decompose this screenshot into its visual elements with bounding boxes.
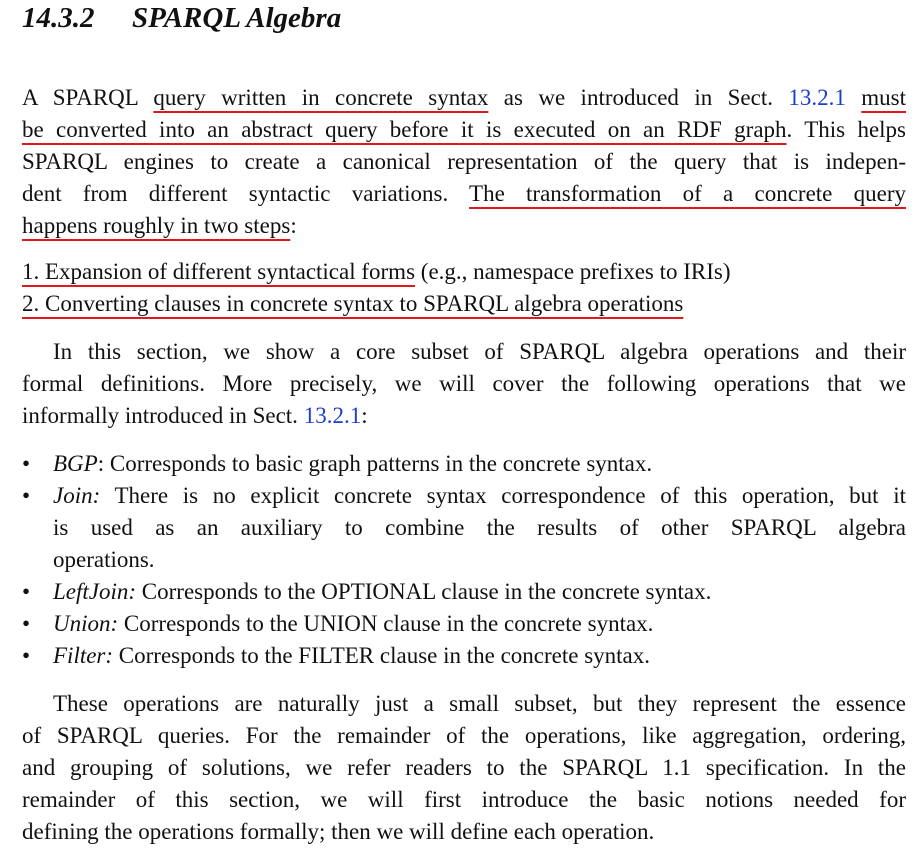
para3-line4: remainder of this section, we will first introduce the basic notions needed for: [22, 787, 906, 812]
text-run: informally introduced in Sect.: [22, 403, 304, 428]
para2-line3: [22, 400, 906, 432]
text-run: :: [290, 213, 297, 238]
step-number: 1.: [22, 259, 45, 284]
operation-name: LeftJoin:: [53, 579, 137, 604]
section-heading: [22, 2, 341, 35]
operation-name: Union:: [53, 611, 119, 636]
section-title: SPARQL Algebra: [132, 2, 342, 34]
text-run: A SPARQL: [22, 85, 154, 110]
operation-name: Filter:: [53, 643, 114, 668]
highlighted-text: [22, 291, 683, 316]
highlighted-text: query written in concrete syntax: [153, 85, 489, 110]
para1-line4: [22, 178, 906, 210]
highlighted-text: [22, 259, 415, 284]
bullet-icon: •: [22, 451, 31, 476]
operation-description: : Corresponds to basic graph patterns in the concrete syntax.: [97, 451, 653, 476]
step-text: Converting clauses in concrete syntax to SPARQL algebra operations: [45, 291, 684, 316]
list-item-bgp: [22, 448, 906, 480]
operation-description: Corresponds to the OPTIONAL clause in the concrete syntax.: [136, 579, 712, 604]
step-text: Expansion of different syntactical forms: [45, 259, 416, 284]
step-text-rest: (e.g., namespace prefixes to IRIs): [415, 259, 731, 284]
text-run: . This helps: [786, 117, 906, 142]
operation-description: operations.: [53, 547, 155, 572]
text-run: dent from different syntactic variations.: [22, 181, 470, 206]
step-number: 2.: [22, 291, 45, 316]
highlighted-text: be converted into an abstract query before it is executed on an RDF graph: [22, 117, 787, 142]
section-link[interactable]: 13.2.1: [788, 85, 846, 110]
text-run: :: [361, 403, 368, 428]
list-item-join-cont2: [22, 544, 906, 576]
section-link[interactable]: 13.2.1: [303, 403, 362, 428]
highlighted-text: must: [861, 85, 907, 110]
text-run: as we introduced in Sect.: [488, 85, 789, 110]
bullet-icon: •: [22, 643, 31, 668]
para3-line1: These operations are naturally just a small subset, but they represent the essence: [53, 691, 906, 716]
operation-name: BGP: [53, 451, 98, 476]
para3-line5: defining the operations formally; then we will define each operation.: [22, 819, 655, 844]
para3-line3: and grouping of solutions, we refer readers to the SPARQL 1.1 specification. In the: [22, 755, 906, 780]
bullet-icon: •: [22, 483, 31, 508]
text-run: [846, 85, 861, 110]
operation-description: There is no explicit concrete syntax correspondence of this operation, but it: [100, 483, 906, 508]
para2-line1: In this section, we show a core subset of SPARQL algebra operations and their: [53, 339, 906, 364]
list-item-join-cont1: [22, 512, 906, 544]
step-item-2: [22, 288, 906, 320]
list-item-union: [22, 608, 906, 640]
section-number: 14.3.2: [22, 2, 95, 34]
para1-line5: [22, 210, 906, 242]
highlighted-text: The transformation of a concrete query: [469, 181, 906, 206]
operation-description: is used as an auxiliary to combine the results of other SPARQL algebra: [53, 515, 906, 540]
highlighted-text: happens roughly in two steps: [22, 213, 291, 238]
operation-description: Corresponds to the FILTER clause in the concrete syntax.: [113, 643, 651, 668]
para1-line3: SPARQL engines to create a canonical representation of the query that is indepen-: [22, 149, 906, 174]
para2-line2: formal definitions. More precisely, we will cover the following operations that we: [22, 371, 906, 396]
para3-line2: of SPARQL queries. For the remainder of the operations, like aggregation, ordering,: [22, 723, 906, 748]
bullet-icon: •: [22, 611, 31, 636]
list-item-leftjoin: [22, 576, 906, 608]
para1-line1: [22, 82, 906, 114]
list-item-filter: [22, 640, 906, 672]
bullet-icon: •: [22, 579, 31, 604]
para1-line2: [22, 114, 906, 146]
operation-name: Join:: [53, 483, 101, 508]
operation-description: Corresponds to the UNION clause in the concrete syntax.: [118, 611, 654, 636]
list-item-join: [22, 480, 906, 512]
step-item-1: [22, 256, 906, 288]
